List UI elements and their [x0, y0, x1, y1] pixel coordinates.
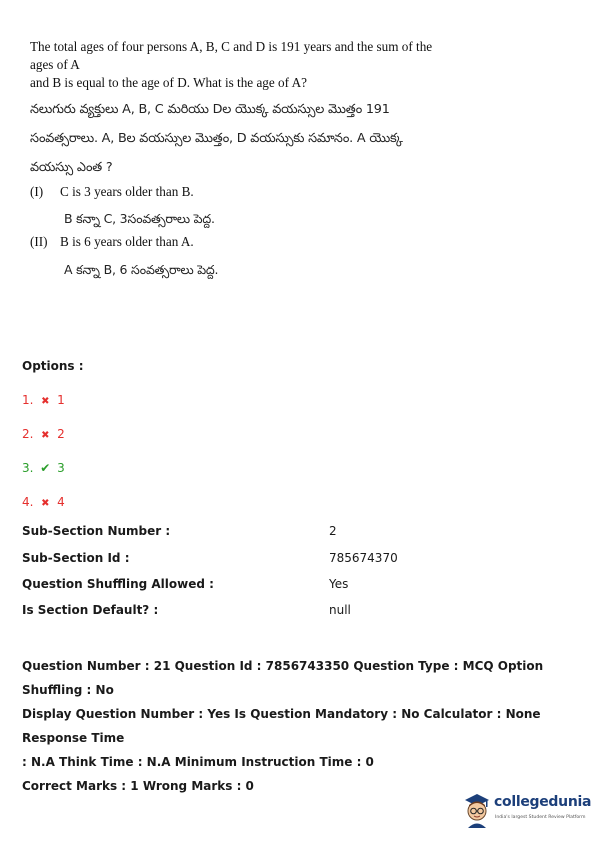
meta-key-subsection-id: Sub-Section Id :	[22, 551, 130, 565]
statement-1-telugu: B కన్నా C, 3సంవత్సరాలు పెద్ద.	[64, 211, 215, 226]
statement-english: B is 6 years older than A.	[60, 234, 194, 249]
meta-key-subsection-number: Sub-Section Number :	[22, 524, 171, 538]
option-value: 4	[57, 495, 65, 509]
question-english	[30, 38, 450, 92]
option-1	[22, 393, 65, 407]
question-info	[22, 654, 582, 798]
question-telugu	[30, 95, 450, 182]
student-mascot-icon	[462, 792, 492, 828]
question-telugu-line: వయస్సు ఎంత ?	[30, 160, 113, 175]
question-telugu-line: నలుగురు వ్యక్తులు A, B, C మరియు Dల యొక్క వయస్సుల మొత్తం 191	[30, 102, 390, 117]
question-info-line: Correct Marks : 1 Wrong Marks : 0	[22, 779, 254, 793]
option-number: 2.	[22, 427, 34, 441]
check-icon: ✔	[40, 461, 51, 475]
options-label: Options :	[22, 359, 84, 373]
question-info-line: Display Question Number : Yes Is Question Mandatory : No Calculator : None Response Time	[22, 707, 541, 745]
statement-english: C is 3 years older than B.	[60, 184, 194, 199]
question-telugu-line: సంవత్సరాలు. A, Bల వయస్సుల మొత్తం, D వయస్సుకు సమానం. A యొక్క	[30, 131, 403, 146]
option-2	[22, 427, 65, 441]
question-info-line: Question Number : 21 Question Id : 7856743350 Question Type : MCQ Option Shuffling : No	[22, 659, 544, 697]
statement-2	[30, 234, 194, 250]
statement-1	[30, 184, 194, 200]
option-value: 2	[57, 427, 65, 441]
option-4	[22, 495, 65, 509]
option-value: 3	[57, 461, 65, 475]
meta-value-subsection-id: 785674370	[329, 551, 398, 565]
option-number: 1.	[22, 393, 34, 407]
question-english-line: The total ages of four persons A, B, C and D is 191 years and the sum of the ages of A	[30, 39, 433, 72]
statement-number: (II)	[30, 234, 48, 249]
meta-key-section-default: Is Section Default? :	[22, 603, 159, 617]
logo-tagline: India's largest Student Review Platform	[495, 815, 586, 820]
collegedunia-logo	[462, 790, 592, 830]
cross-icon: ✖	[41, 498, 50, 509]
question-info-line: : N.A Think Time : N.A Minimum Instruction Time : 0	[22, 755, 374, 769]
statement-number: (I)	[30, 184, 44, 199]
meta-value-shuffling: Yes	[329, 577, 349, 591]
question-english-line: and B is equal to the age of D. What is the age of A?	[30, 75, 307, 90]
cross-icon: ✖	[41, 430, 50, 441]
meta-value-subsection-number: 2	[329, 524, 337, 538]
option-value: 1	[57, 393, 65, 407]
statement-2-telugu: A కన్నా B, 6 సంవత్సరాలు పెద్ద.	[64, 262, 219, 277]
option-number: 3.	[22, 461, 34, 475]
option-number: 4.	[22, 495, 34, 509]
meta-key-shuffling: Question Shuffling Allowed :	[22, 577, 214, 591]
cross-icon: ✖	[41, 396, 50, 407]
logo-wordmark: collegedunia	[494, 794, 592, 810]
option-3	[22, 461, 65, 475]
meta-value-section-default: null	[329, 603, 351, 617]
